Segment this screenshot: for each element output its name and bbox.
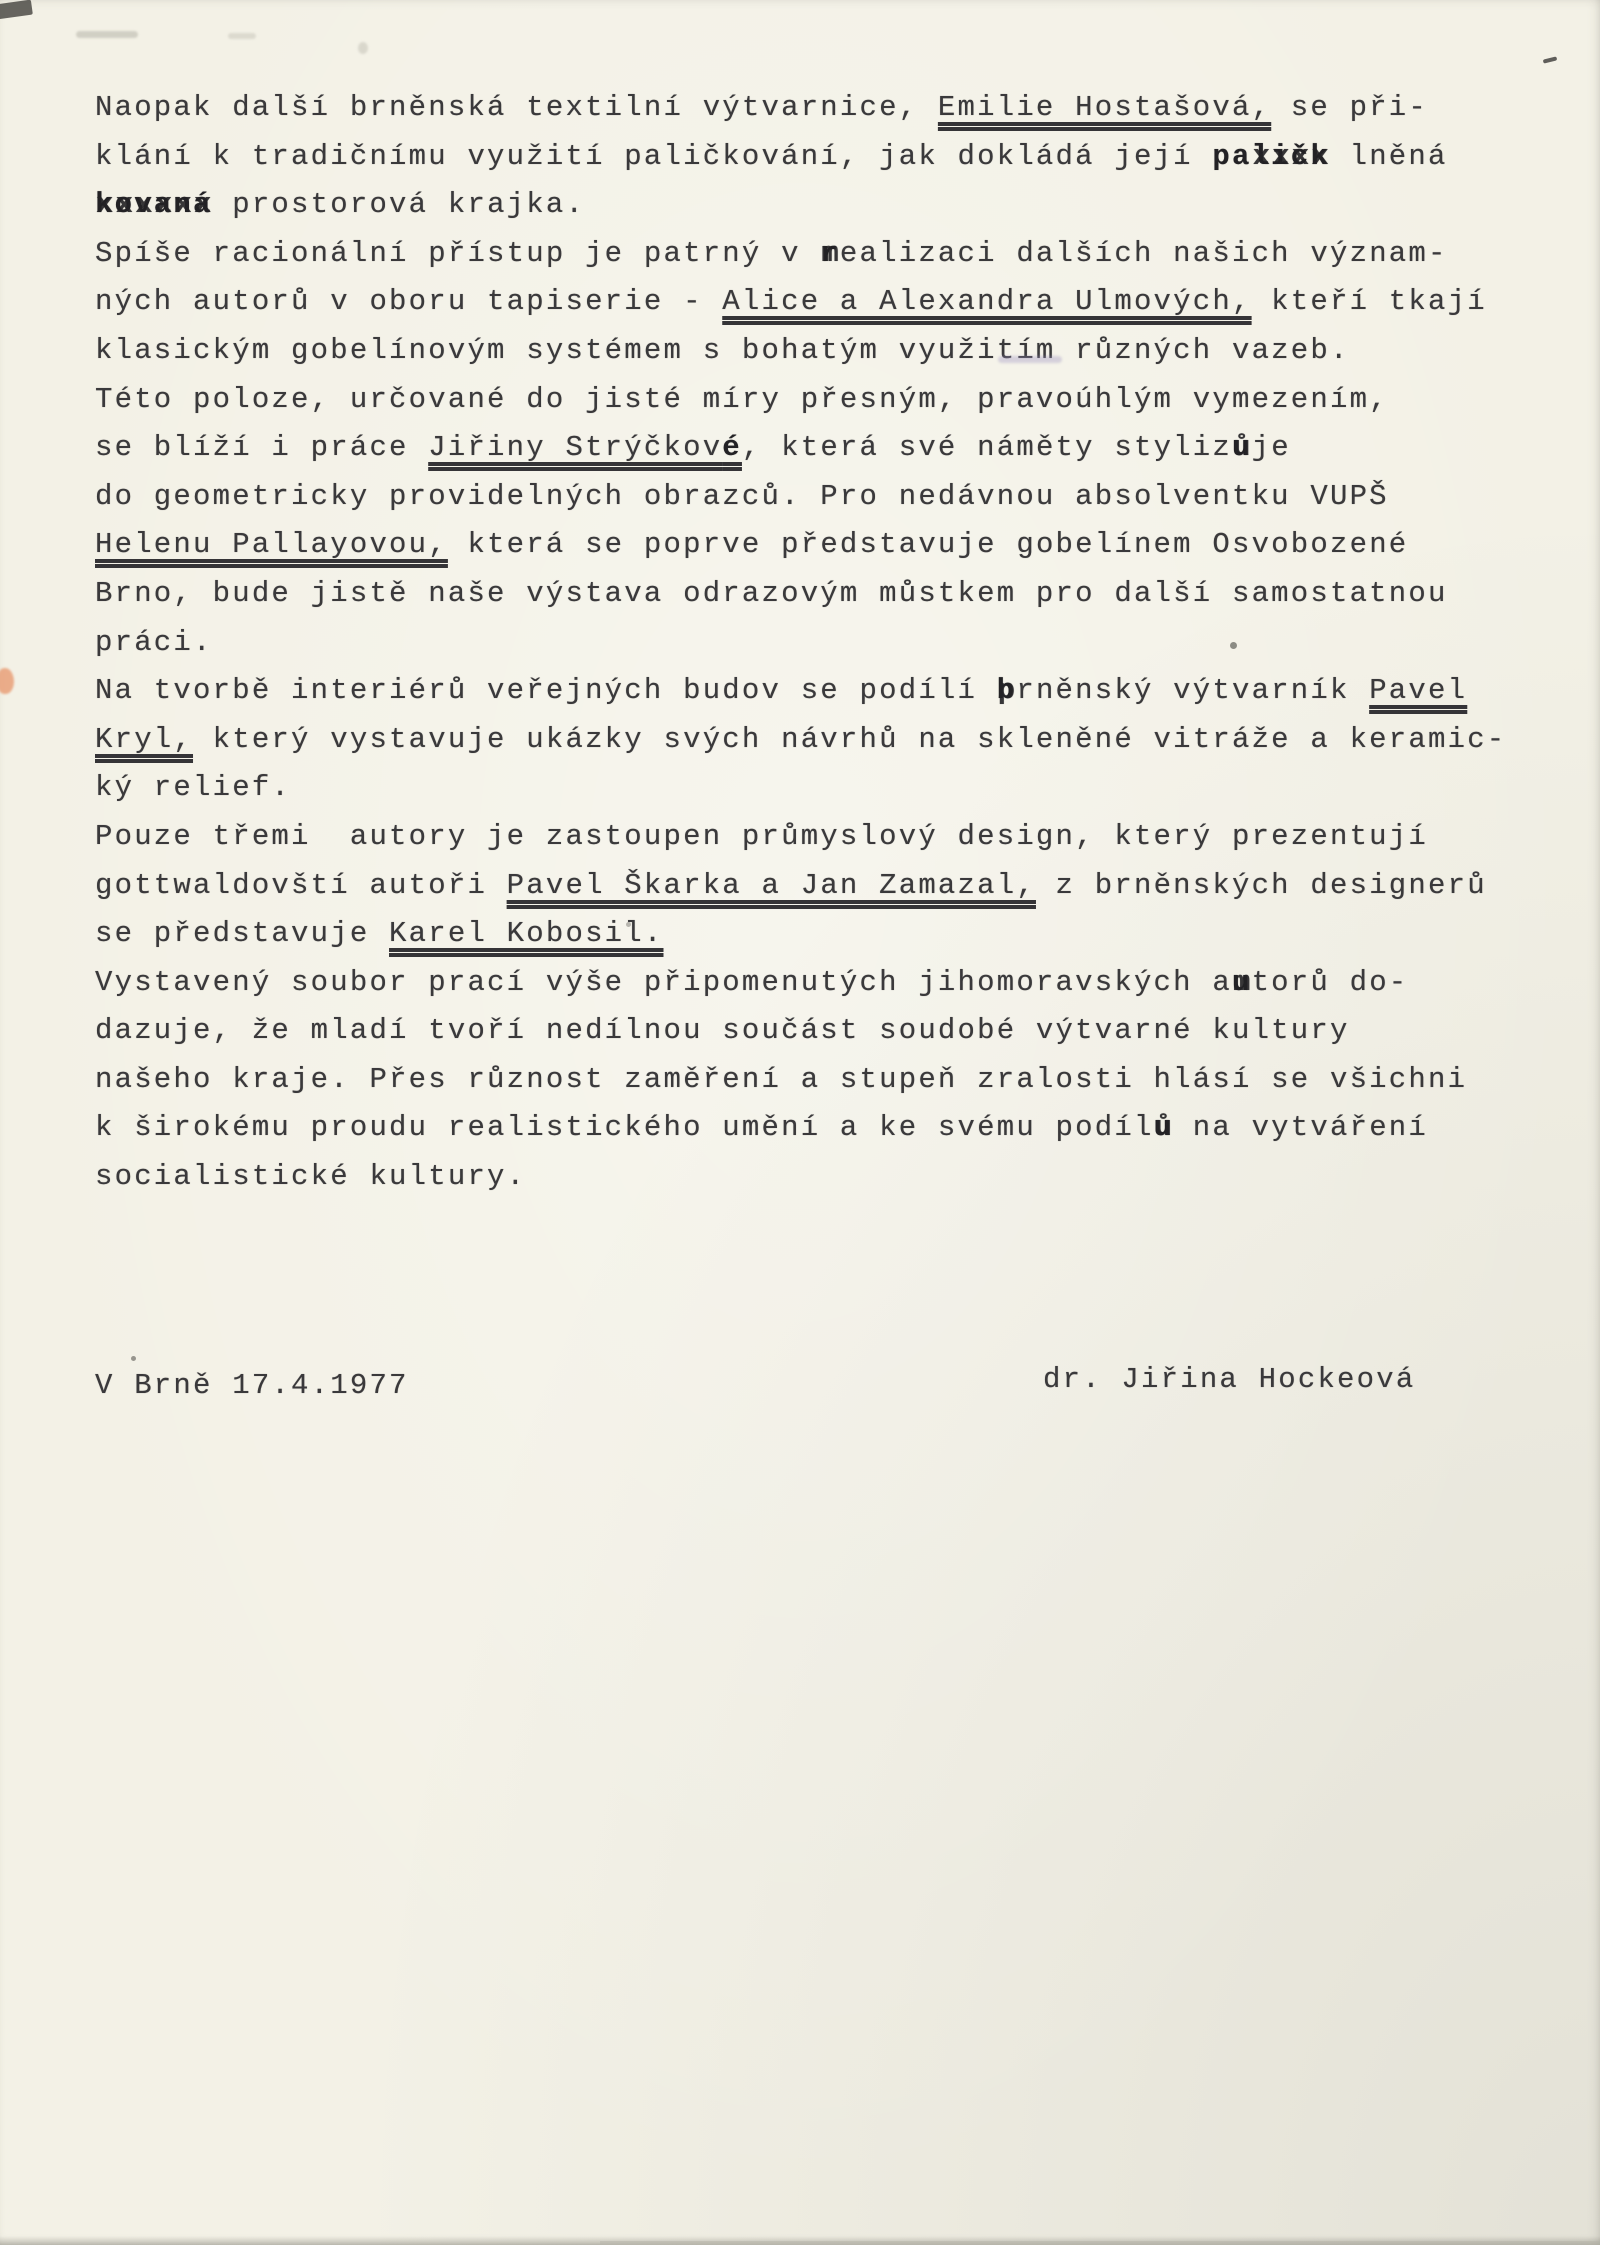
text-segment: našeho kraje. Přes různost zaměření a stupeň zralosti hlásí se všichni: [95, 1062, 1468, 1096]
text-line: [95, 1153, 1555, 1202]
text-line: [95, 327, 1555, 376]
text-segment: lněná: [1330, 139, 1448, 173]
text-line: [95, 181, 1555, 230]
text-segment: prostorová krajka.: [212, 188, 586, 222]
scan-smudge: [76, 31, 138, 38]
text-segment: ealizaci dalších našich význam-: [839, 236, 1448, 270]
text-segment-u: Karel Kobosil.: [389, 917, 664, 951]
text-line: [95, 230, 1555, 279]
text-line: [95, 424, 1555, 473]
text-segment: k širokému proudu realistického umění a ke svému podíl: [95, 1111, 1154, 1145]
text-line: [95, 813, 1555, 862]
text-segment: Na tvorbě interiérů veřejných budov se podílí: [95, 674, 997, 708]
text-segment-u: Alice a Alexandra Ulmových,: [722, 285, 1252, 319]
text-line: [95, 716, 1555, 765]
text-segment: do geometricky providelných obrazců. Pro nedávnou absolventku VUPŠ: [95, 479, 1389, 513]
signature-line: dr. Jiřina Hockeová: [1043, 1363, 1416, 1396]
ink-dot: [131, 1356, 136, 1361]
text-segment-ot: b p: [997, 667, 1017, 716]
scan-dash-top-right: [1543, 56, 1558, 63]
text-segment-u: Emilie Hostašová,: [937, 91, 1272, 124]
text-line: [95, 1104, 1555, 1153]
text-line: [95, 910, 1555, 959]
text-line: [95, 376, 1555, 425]
text-segment: Vystavený soubor prací výše připomenutých jihomoravských a: [95, 965, 1232, 999]
scan-smudge-orange: [0, 668, 14, 694]
text-segment: gottwaldovští autoři: [95, 868, 507, 902]
text-segment: Spíše racionální přístup je patrný v: [95, 236, 821, 270]
scan-smudge: [228, 33, 256, 39]
text-line: [95, 764, 1555, 813]
text-segment: ký relief.: [95, 771, 292, 805]
text-line: [95, 133, 1555, 182]
text-segment: dazuje, že mladí tvoří nedílnou součást soudobé výtvarné kultury: [95, 1014, 1350, 1048]
text-segment-u: Pavel Škarka a Jan Zamazal,: [506, 868, 1036, 902]
text-segment: Pouze třemi autory je zastoupen průmyslový design, který prezentují: [95, 819, 1428, 853]
text-line: [95, 1056, 1555, 1105]
scan-smudge: [358, 42, 368, 54]
text-segment: je: [1251, 431, 1291, 465]
text-segment: , která své náměty styliz: [741, 431, 1232, 465]
text-segment-u: Jiřiny Strýčkov: [428, 431, 723, 465]
text-segment-ot: r m: [820, 230, 840, 279]
text-line: [95, 619, 1555, 668]
text-line: [95, 1007, 1555, 1056]
text-segment: rněnský výtvarník: [1016, 674, 1370, 708]
text-segment-xout: paličk xxxx: [1212, 133, 1330, 182]
text-segment: na vytváření: [1173, 1111, 1429, 1145]
text-segment-ot: u ů: [1154, 1104, 1174, 1153]
text-line: [95, 570, 1555, 619]
date-line: V Brně 17.4.1977: [95, 1369, 409, 1402]
text-segment-u: é: [722, 431, 742, 465]
text-segment: socialistické kultury.: [95, 1160, 527, 1194]
text-segment: Brno, bude jistě naše výstava odrazovým můstkem pro další samostatnou: [95, 576, 1448, 610]
text-line: [95, 473, 1555, 522]
text-line: [95, 667, 1555, 716]
text-segment-u: Pavel: [1369, 674, 1468, 708]
text-segment: klání k tradičnímu využití paličkování, jak dokládá její: [95, 139, 1213, 173]
typewritten-text: [95, 84, 1555, 1202]
text-line: [95, 521, 1555, 570]
text-segment: torů do-: [1251, 965, 1409, 999]
text-segment: práci.: [95, 625, 213, 659]
text-segment: z brněnských designerů: [1035, 868, 1487, 902]
text-segment: Této poloze, určované do jisté míry přesným, pravoúhlým vymezením,: [95, 382, 1389, 416]
scan-bottom-edge-line: [600, 2241, 1600, 2245]
text-segment: se blíží i práce: [95, 431, 429, 465]
text-segment: klasickým gobelínovým systémem s bohatým využitím různých vazeb.: [95, 333, 1350, 367]
text-segment-u: Kryl,: [95, 722, 194, 756]
text-segment: se při-: [1271, 91, 1428, 124]
text-segment: Naopak další brněnská textilní výtvarnice,: [95, 91, 938, 124]
scan-bottom-edge: [0, 2236, 1600, 2245]
text-segment: ných autorů v oboru tapiserie -: [95, 285, 723, 319]
text-line: [95, 862, 1555, 911]
text-segment-ot: u m: [1232, 959, 1252, 1008]
text-segment-xout: kovaná xxxxxx: [95, 181, 213, 230]
text-line: [95, 959, 1555, 1008]
text-segment: která se poprve představuje gobelínem Osvobozené: [447, 528, 1409, 562]
text-segment-ot: u ů: [1232, 424, 1252, 473]
text-segment-u: Helenu Pallayovou,: [95, 528, 448, 562]
text-segment: který vystavuje ukázky svých návrhů na skleněné vitráže a keramic-: [193, 722, 1507, 756]
text-line: [95, 278, 1555, 327]
text-segment: se představuje: [95, 917, 390, 951]
text-segment: kteří tkají: [1251, 285, 1487, 319]
scan-mark-top-left: [0, 0, 33, 19]
text-line: [95, 84, 1555, 133]
